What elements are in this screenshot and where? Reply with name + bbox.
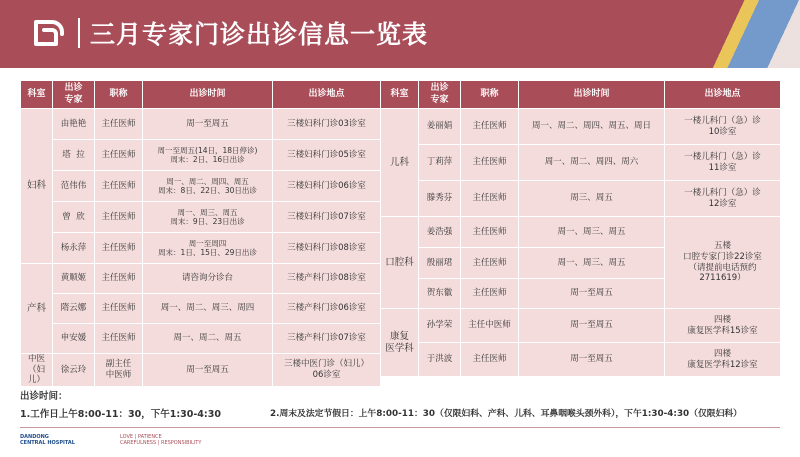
- place-cell: 三楼妇科门诊08诊室: [273, 233, 381, 264]
- title-cell: 主任医师: [95, 109, 143, 140]
- doctor-cell: 隋云娜: [53, 294, 95, 324]
- place-cell: 三楼妇科门诊07诊室: [273, 202, 381, 233]
- table-row: [21, 233, 381, 264]
- place-cell: 三楼产科门诊06诊室: [273, 294, 381, 324]
- place-cell: 五楼 口腔专家门诊22诊室 （请提前电话预约 2711619）: [665, 217, 781, 309]
- title-cell: 主任医师: [95, 324, 143, 354]
- time-cell: 周一至周五: [143, 354, 273, 387]
- doctor-cell: 姜丽娟: [419, 109, 461, 145]
- hospital-motto: LOVE | PATIENCE CAREFULNESS | RESPONSIBILITY: [120, 434, 202, 446]
- title-cell: 主任中医师: [461, 309, 519, 343]
- col-header-doctor: 出诊 专家: [53, 81, 95, 109]
- place-cell: 一楼儿科门（急）诊 11诊室: [665, 145, 781, 181]
- weekday-hours: 1.工作日上午8:00-11：30，下午1:30-4:30: [20, 409, 221, 420]
- header-banner: [0, 0, 800, 68]
- time-cell: 周一、周二、周五: [143, 324, 273, 354]
- table-row: [381, 217, 781, 248]
- col-header-time: 出诊时间: [519, 81, 665, 109]
- hospital-brand: DANDONG CENTRAL HOSPITAL: [20, 434, 75, 446]
- col-header-dept: 科室: [381, 81, 419, 109]
- header-divider: [78, 18, 80, 48]
- weekend-hours: 2.周末及法定节假日：上午8:00-11：30（仅限妇科、产科、儿科、耳鼻咽喉头颈外科），下午1:30-4:30（仅限妇科）: [270, 409, 742, 419]
- table-row: [21, 264, 381, 294]
- title-cell: 主任医师: [95, 264, 143, 294]
- time-cell: 周一至周五: [519, 343, 665, 377]
- doctor-cell: 由艳艳: [53, 109, 95, 140]
- col-header-time: 出诊时间: [143, 81, 273, 109]
- doctor-cell: 申安媛: [53, 324, 95, 354]
- hospital-logo-icon: [30, 14, 68, 52]
- time-cell: 请咨询分诊台: [143, 264, 273, 294]
- doctor-cell: 于洪波: [419, 343, 461, 377]
- dept-cell: 儿科: [381, 109, 419, 217]
- dept-cell: 产科: [21, 264, 53, 354]
- place-cell: 一楼儿科门（急）诊 12诊室: [665, 181, 781, 217]
- time-cell: 周一、周三、周五: [519, 248, 665, 279]
- dept-cell: 口腔科: [381, 217, 419, 309]
- table-row: [21, 140, 381, 171]
- time-cell: 周一、周二、周四、周六: [519, 145, 665, 181]
- col-header-title: 职称: [461, 81, 519, 109]
- doctor-cell: 徐云玲: [53, 354, 95, 387]
- place-cell: 一楼儿科门（急）诊 10诊室: [665, 109, 781, 145]
- table-row: [381, 109, 781, 145]
- table-row: [21, 171, 381, 202]
- place-cell: 三楼中医门诊（妇儿） 06诊室: [273, 354, 381, 387]
- time-cell: 周一至周五: [519, 279, 665, 309]
- table-row: [21, 202, 381, 233]
- title-cell: 主任医师: [461, 145, 519, 181]
- title-cell: 主任医师: [95, 202, 143, 233]
- doctor-cell: 杨永萍: [53, 233, 95, 264]
- place-cell: 四楼 康复医学科15诊室: [665, 309, 781, 343]
- time-cell: 周一、周二、周四、周五、周日: [519, 109, 665, 145]
- title-cell: 主任医师: [461, 181, 519, 217]
- title-cell: 主任医师: [95, 171, 143, 202]
- place-cell: 三楼产科门诊07诊室: [273, 324, 381, 354]
- dept-cell: 妇科: [21, 109, 53, 264]
- title-cell: 主任医师: [95, 294, 143, 324]
- place-cell: 三楼妇科门诊06诊室: [273, 171, 381, 202]
- col-header-place: 出诊地点: [665, 81, 781, 109]
- table-row: [381, 145, 781, 181]
- time-cell: 周一至周五: [143, 109, 273, 140]
- place-cell: 三楼妇科门诊05诊室: [273, 140, 381, 171]
- title-cell: 主任医师: [461, 343, 519, 377]
- table-row: [381, 181, 781, 217]
- table-row: [381, 343, 781, 377]
- time-cell: 周一、周二、周三、周四: [143, 294, 273, 324]
- table-header-row: [21, 81, 381, 109]
- table-row: [381, 309, 781, 343]
- hours-label: 出诊时间：: [20, 391, 68, 402]
- title-cell: 主任医师: [461, 248, 519, 279]
- title-cell: 主任医师: [461, 109, 519, 145]
- dept-cell: 康复 医学科: [381, 309, 419, 377]
- table-row: [21, 109, 381, 140]
- doctor-cell: 范伟伟: [53, 171, 95, 202]
- place-cell: 三楼妇科门诊03诊室: [273, 109, 381, 140]
- time-cell: 周一至周五: [519, 309, 665, 343]
- schedule-table-right: [380, 80, 781, 377]
- table-header-row: [381, 81, 781, 109]
- doctor-cell: 孙学荣: [419, 309, 461, 343]
- time-cell: 周一、周二、周四、周五 周末：8日、22日、30日出诊: [143, 171, 273, 202]
- place-cell: 三楼产科门诊08诊室: [273, 264, 381, 294]
- table-row: [21, 354, 381, 387]
- time-cell: 周一至周五(14日，18日停诊) 周末：2日、16日出诊: [143, 140, 273, 171]
- title-cell: 主任医师: [95, 140, 143, 171]
- col-header-title: 职称: [95, 81, 143, 109]
- title-cell: 主任医师: [461, 279, 519, 309]
- doctor-cell: 曾 欣: [53, 202, 95, 233]
- decorative-stripe: [690, 0, 800, 68]
- time-cell: 周一、周三、周五: [519, 217, 665, 248]
- doctor-cell: 塔 拉: [53, 140, 95, 171]
- table-row: [21, 294, 381, 324]
- title-cell: 主任医师: [95, 233, 143, 264]
- doctor-cell: 丁莉萍: [419, 145, 461, 181]
- doctor-cell: 滕秀芬: [419, 181, 461, 217]
- doctor-cell: 贺东徽: [419, 279, 461, 309]
- dept-cell: 中医 （妇儿）: [21, 354, 53, 387]
- place-cell: 四楼 康复医学科12诊室: [665, 343, 781, 377]
- title-cell: 主任医师: [461, 217, 519, 248]
- col-header-place: 出诊地点: [273, 81, 381, 109]
- col-header-doctor: 出诊 专家: [419, 81, 461, 109]
- doctor-cell: 黄顺姬: [53, 264, 95, 294]
- table-row: [21, 324, 381, 354]
- doctor-cell: 殷丽珺: [419, 248, 461, 279]
- footer-divider: [20, 427, 780, 428]
- schedule-table-left: [20, 80, 381, 387]
- schedule-area: [20, 80, 780, 386]
- page-title: 三月专家门诊出诊信息一览表: [90, 20, 429, 49]
- col-header-dept: 科室: [21, 81, 53, 109]
- time-cell: 周三、周五: [519, 181, 665, 217]
- doctor-cell: 姜浩强: [419, 217, 461, 248]
- time-cell: 周一、周三、周五 周末：9日、23日出诊: [143, 202, 273, 233]
- title-cell: 副主任 中医师: [95, 354, 143, 387]
- time-cell: 周一至周四 周末：1日、15日、29日出诊: [143, 233, 273, 264]
